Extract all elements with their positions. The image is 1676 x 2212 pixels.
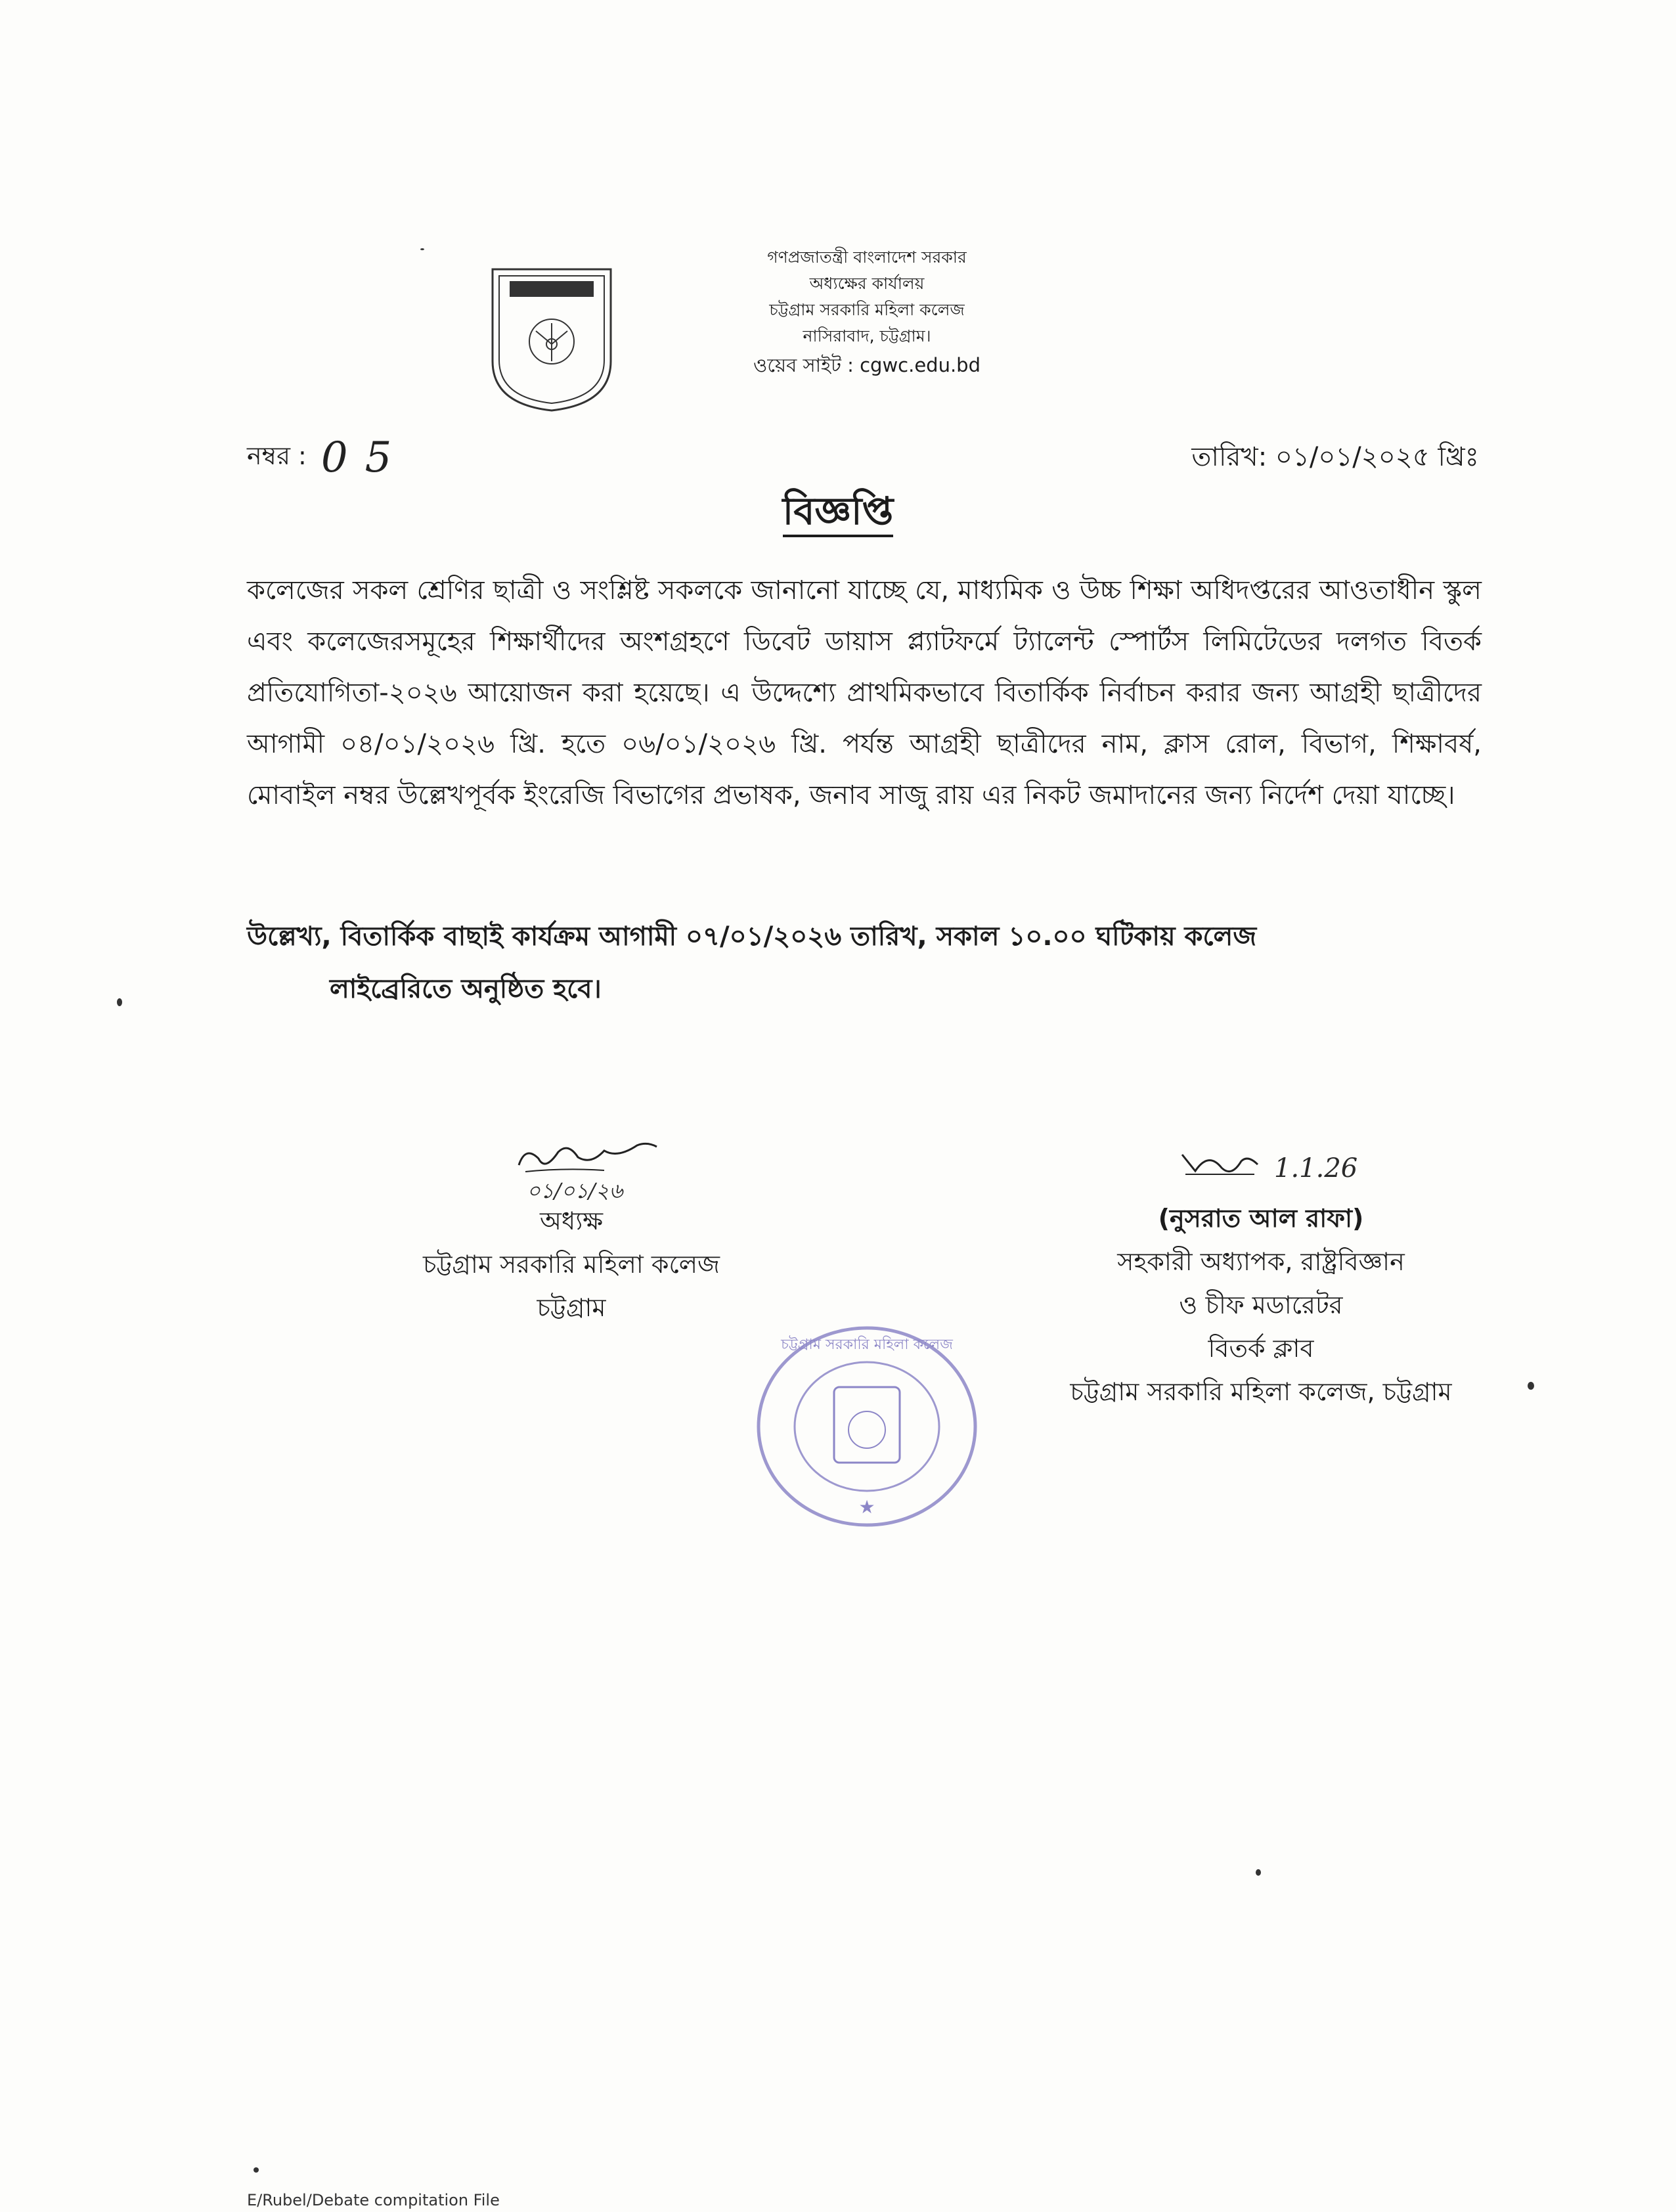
notice-title: বিজ্ঞপ্তি <box>783 489 894 537</box>
scan-speck <box>1528 1382 1534 1390</box>
moderator-designation: সহকারী অধ্যাপক, রাষ্ট্রবিজ্ঞান <box>1117 1247 1405 1276</box>
college-name: চট্টগ্রাম সরকারি মহিলা কলেজ <box>769 300 965 319</box>
moderator-org: চট্টগ্রাম সরকারি মহিলা কলেজ, চট্টগ্রাম <box>1070 1377 1452 1406</box>
principal-org: চট্টগ্রাম সরকারি মহিলা কলেজ <box>422 1250 720 1279</box>
moderator-signature-block <box>1025 1134 1497 1413</box>
scan-speck <box>420 248 424 250</box>
svg-text:★: ★ <box>858 1496 875 1518</box>
website-line: ওয়েব সাইট : cgwc.edu.bd <box>753 354 981 376</box>
stamp-ring-text: চট্টগ্রাম সরকারি মহিলা কলেজ <box>781 1337 953 1353</box>
issue-date: তারিখ: ০১/০১/২০২৫ খ্রিঃ <box>1191 442 1479 472</box>
moderator-role: ও চীফ মডারেটর <box>1179 1291 1343 1319</box>
file-path-footer: E/Rubel/Debate compitation File <box>247 2191 500 2209</box>
principal-signature-block <box>387 1136 755 1329</box>
official-seal-stamp <box>749 1321 985 1532</box>
notice-title-wrap <box>0 482 1676 546</box>
college-logo <box>486 263 617 414</box>
principal-title: অধ্যক্ষ <box>539 1206 603 1235</box>
memo-handwritten-number: 05 <box>320 433 409 482</box>
principal-city: চট্টগ্রাম <box>537 1293 606 1322</box>
moderator-signature <box>1025 1134 1497 1197</box>
memo-number <box>247 433 408 482</box>
address-line: নাসিরাবাদ, চট্টগ্রাম। <box>803 326 931 345</box>
scan-speck <box>1256 1869 1261 1876</box>
memo-label: নম্বর : <box>247 441 307 470</box>
moderator-handwritten-date: 1.1.26 <box>1274 1153 1358 1183</box>
scan-speck <box>117 998 122 1006</box>
moderator-name: (নুসরাত আল রাফা) <box>1158 1204 1364 1233</box>
scan-speck <box>254 2167 259 2173</box>
note-line-2: লাইব্রেরিতে অনুষ্ঠিত হবে। <box>330 974 602 1004</box>
principal-handwritten-date: ০১/০১/২৬ <box>527 1178 623 1203</box>
govt-line: গণপ্রজাতন্ত্রী বাংলাদেশ সরকার <box>767 248 967 267</box>
letterhead <box>709 244 1025 378</box>
office-line: অধ্যক্ষের কার্যালয় <box>809 274 925 293</box>
notice-body: কলেজের সকল শ্রেণির ছাত্রী ও সংশ্লিষ্ট সকলকে জানানো যাচ্ছে যে, মাধ্যমিক ও উচ্চ শিক্ষা অধিদপ্তরের আওতাধীন স্কুল এবং কলেজেরসমূহের শিক্ষার্থীদের অংশগ্রহণে ডিবেট ডায়াস প্ল্যাটফর্মে ট্যালেন্ট স্পোর্টস লিমিটেডের দলগত বিতর্ক প্রতিযোগিতা-২০২৬ আয়োজন করা হয়েছে। এ উদ্দেশ্যে প্রাথমিকভাবে বিতার্কিক নির্বাচন করার জন্য আগ্রহী ছাত্রীদের আগামী ০৪/০১/২০২৬ খ্রি. হতে ০৬/০১/২০২৬ খ্রি. পর্যন্ত আগ্রহী ছাত্রীদের নাম, ক্লাস রোল, বিভাগ, শিক্ষাবর্ষ, মোবাইল নম্বর উল্লেখপূর্বক ইংরেজি বিভাগের প্রভাষক, জনাব সাজু রায় এর নিকট জমাদানের জন্য নির্দেশ দেয়া যাচ্ছে। <box>247 575 1482 810</box>
principal-signature <box>387 1136 755 1203</box>
club-name: বিতর্ক ক্লাব <box>1208 1334 1314 1363</box>
note-line-1: উল্লেখ্য, বিতার্কিক বাছাই কার্যক্রম আগামী ০৭/০১/২০২৬ তারিখ, সকাল ১০.০০ ঘটিকায় কলেজ <box>247 921 1257 952</box>
notice-note <box>247 910 1482 1015</box>
